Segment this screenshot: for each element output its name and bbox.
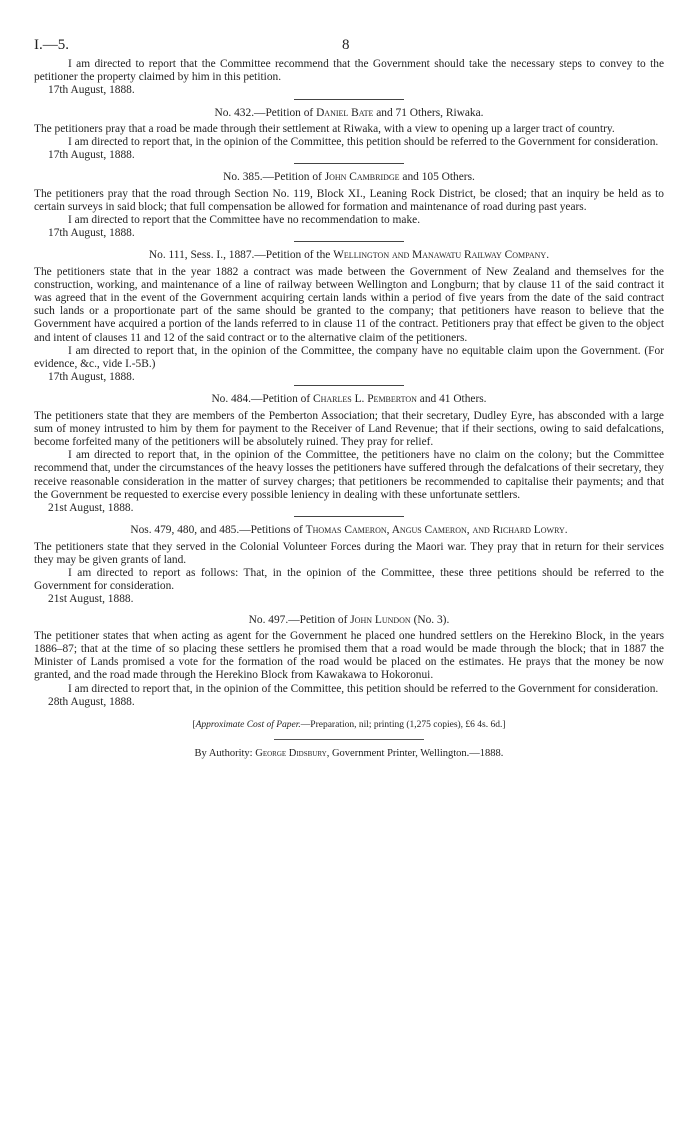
section-divider xyxy=(294,516,404,517)
petitioner-name: John Lundon xyxy=(350,613,411,626)
petition-section xyxy=(34,524,664,606)
section-divider xyxy=(294,99,404,100)
petition-section xyxy=(34,171,664,242)
report-date: 21st August, 1888. xyxy=(48,502,134,515)
report-date: 17th August, 1888. xyxy=(48,84,135,97)
printer-name: George Didsbury xyxy=(255,748,327,760)
page-number: 8 xyxy=(342,37,350,53)
petition-title: No. 385.—Petition of John Cambridge and 105 Others. xyxy=(223,171,475,184)
petition-section xyxy=(34,249,664,386)
section-divider xyxy=(294,241,404,242)
report-paragraph: I am directed to report that, in the opinion of the Committee, the company have no equitable claim upon the Government. (For evidence, &c., vide I.-5B.) xyxy=(34,344,664,371)
printer-imprint: By Authority: George Didsbury, Government Printer, Wellington.—1888. xyxy=(194,748,504,760)
petition-title: Nos. 479, 480, and 485.—Petitions of Thomas Cameron, Angus Cameron, and Richard Lowry. xyxy=(130,524,568,537)
report-date: 17th August, 1888. xyxy=(48,371,135,384)
page-header xyxy=(34,32,664,58)
petitioner-name: Daniel Bate xyxy=(316,106,374,119)
report-paragraph: I am directed to report that the Committee have no recommendation to make. xyxy=(68,214,421,227)
petition-title: No. 432.—Petition of Daniel Bate and 71 Others, Riwaka. xyxy=(214,106,484,119)
section-divider xyxy=(294,385,404,386)
report-paragraph: I am directed to report that, in the opinion of the Committee, the petitioners have no claim on the colony; but the Committee recommend that, under the circumstances of the heavy losses the petitioners have suffered through the defalcations of their secretary, they receive reasonable consideration in the matter of survey charges; that petitioners be recommended to capitalise their payments; and that the Government be requested to exercise every possible leniency in dealing with these unfortunate settlers. xyxy=(34,449,664,501)
report-date: 17th August, 1888. xyxy=(48,227,135,240)
report-date: 17th August, 1888. xyxy=(48,149,135,162)
petition-section xyxy=(34,107,664,165)
petitioner-name: John Cambridge xyxy=(324,171,400,184)
petition-title: No. 111, Sess. I., 1887.—Petition of the Wellington and Manawatu Railway Company. xyxy=(148,249,550,262)
report-paragraph: I am directed to report that, in the opinion of the Committee, this petition should be referred to the Government for consideration. xyxy=(68,682,659,695)
report-date: 28th August, 1888. xyxy=(48,695,135,708)
petition-body: The petitioners state that they served in the Colonial Volunteer Forces during the Maori war. They pray that in return for their services they may be given grants of land. xyxy=(34,540,664,566)
petition-section xyxy=(34,614,664,709)
footer-divider xyxy=(274,739,424,740)
intro-section xyxy=(34,58,664,100)
petition-section xyxy=(34,393,664,517)
petition-body: The petitioners state that they are members of the Pemberton Association; that their secretary, Dudley Eyre, has absconded with a large sum of money intrusted to him by them for payment to the Receiver of Land Revenue; that if their sections, owing to said defalcations, become forfeited many of the petitioners will be absolutely ruined. They pray for relief. xyxy=(34,409,664,449)
section-divider xyxy=(294,163,404,164)
report-paragraph: I am directed to report that, in the opinion of the Committee, this petition should be referred to the Government for consideration. xyxy=(68,136,659,149)
petition-body: The petitioners pray that a road be made through their settlement at Riwaka, with a view to opening up a larger tract of country. xyxy=(34,122,615,135)
cost-footnote: [Approximate Cost of Paper.—Preparation, nil; printing (1,275 copies), £6 4s. 6d.] xyxy=(192,719,506,730)
petitioner-name: Wellington and Manawatu Railway Company xyxy=(333,249,547,262)
petitioner-name: Thomas Cameron, Angus Cameron, and Richard Lowry xyxy=(305,524,565,537)
document-page xyxy=(34,32,664,760)
petition-title: No. 484.—Petition of Charles L. Pemberton and 41 Others. xyxy=(211,393,487,406)
petition-body: The petitioner states that when acting as agent for the Government he placed one hundred settlers on the Herekino Block, in the years 1886–87; that at the time of so placing these settlers he promised them that a road would be made through the block; that in 1887 the Minister of Lands promised a vote for the formation of the road would be placed on the estimates. He prays that the money be now granted, and the road made through the Herekino Block from Kawakawa to Hokoronui. xyxy=(34,629,664,682)
report-paragraph: I am directed to report as follows: That, in the opinion of the Committee, these three petitions should be referred to the Government for consideration. xyxy=(34,566,664,593)
petition-title: No. 497.—Petition of John Lundon (No. 3). xyxy=(248,613,450,626)
report-paragraph: I am directed to report that the Committee recommend that the Government should take the necessary steps to convey to the petitioner the property claimed by him in this petition. xyxy=(34,58,664,84)
document-reference: I.—5. xyxy=(34,37,69,53)
petition-body: The petitioners pray that the road through Section No. 119, Block XI., Leaning Rock District, be closed; that an inquiry be held as to certain surveys in said block; that full compensation be allowed for formation and maintenance of road during past years. xyxy=(34,187,664,213)
report-date: 21st August, 1888. xyxy=(48,593,134,606)
petition-body: The petitioners state that in the year 1882 a contract was made between the Government of New Zealand and themselves for the construction, working, and maintenance of a line of railway between Wellington and Longburn; that by clause 11 of the said contract it was agreed that in the event of the Government acquiring certain lands within a period of five years from the date of the said contract such lands or a proportionate part of the same should be granted to the company; that petitioners have reason to believe that the Government have acquired a portion of the lands referred to in clause 11 of the contract. Petitioners pray that effect be given to the object and intent of clauses 11 and 12 of the said contract or to the alternative claim of the petitioners. xyxy=(34,265,664,344)
petitioner-name: Charles L. Pemberton xyxy=(313,393,417,406)
